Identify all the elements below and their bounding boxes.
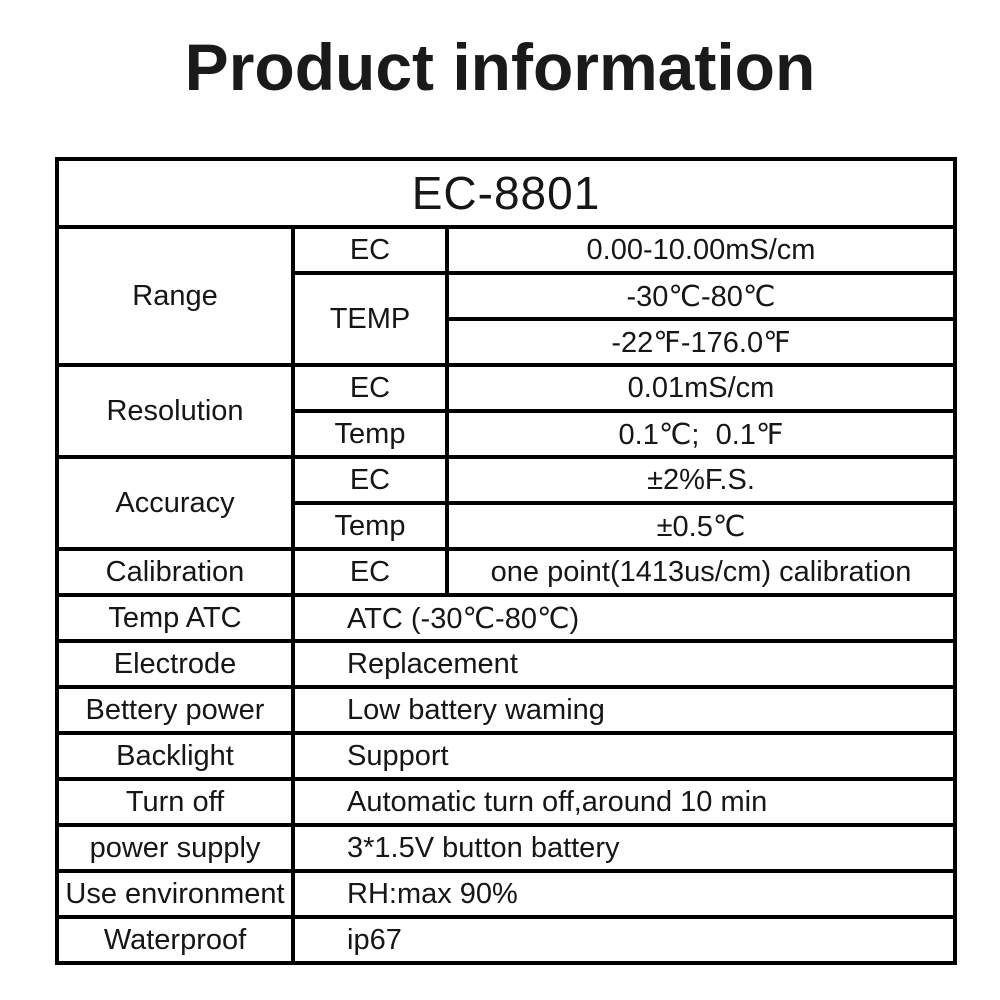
spec-value-turn-off: Automatic turn off,around 10 min <box>293 779 955 825</box>
spec-category-calibration: Calibration <box>57 549 293 595</box>
spec-value-range-ec: 0.00-10.00mS/cm <box>447 227 955 273</box>
spec-value-range-temp-celsius: -30℃-80℃ <box>447 273 955 319</box>
table-row-waterproof <box>57 917 955 963</box>
spec-value-resolution-temp: 0.1℃; 0.1℉ <box>447 411 955 457</box>
spec-value-range-temp-fahrenheit: -22℉-176.0℉ <box>447 319 955 365</box>
spec-category-accuracy: Accuracy <box>57 457 293 549</box>
table-row-calibration <box>57 549 955 595</box>
product-spec-table <box>55 157 957 965</box>
spec-category-power-supply: power supply <box>57 825 293 871</box>
table-row-battery-power <box>57 687 955 733</box>
spec-value-power-supply: 3*1.5V button battery <box>293 825 955 871</box>
spec-value-accuracy-ec: ±2%F.S. <box>447 457 955 503</box>
table-row-use-environment <box>57 871 955 917</box>
table-row-accuracy-ec <box>57 457 955 503</box>
spec-param-resolution-temp: Temp <box>293 411 447 457</box>
table-row-resolution-ec <box>57 365 955 411</box>
table-row-model <box>57 159 955 227</box>
spec-param-accuracy-ec: EC <box>293 457 447 503</box>
spec-param-range-temp: TEMP <box>293 273 447 365</box>
spec-value-backlight: Support <box>293 733 955 779</box>
model-name: EC-8801 <box>57 159 955 227</box>
spec-value-resolution-ec: 0.01mS/cm <box>447 365 955 411</box>
table-row-electrode <box>57 641 955 687</box>
table-row-backlight <box>57 733 955 779</box>
spec-category-battery-power: Bettery power <box>57 687 293 733</box>
spec-category-turn-off: Turn off <box>57 779 293 825</box>
spec-param-resolution-ec: EC <box>293 365 447 411</box>
spec-category-resolution: Resolution <box>57 365 293 457</box>
spec-category-use-environment: Use environment <box>57 871 293 917</box>
spec-value-waterproof: ip67 <box>293 917 955 963</box>
spec-value-calibration: one point(1413us/cm) calibration <box>447 549 955 595</box>
page-title: Product information <box>184 30 816 104</box>
spec-category-temp-atc: Temp ATC <box>57 595 293 641</box>
spec-category-waterproof: Waterproof <box>57 917 293 963</box>
spec-category-range: Range <box>57 227 293 365</box>
spec-value-temp-atc: ATC (-30℃-80℃) <box>293 595 955 641</box>
table-row-temp-atc <box>57 595 955 641</box>
table-row-power-supply <box>57 825 955 871</box>
spec-value-electrode: Replacement <box>293 641 955 687</box>
spec-param-accuracy-temp: Temp <box>293 503 447 549</box>
spec-param-calibration-ec: EC <box>293 549 447 595</box>
spec-value-battery-power: Low battery waming <box>293 687 955 733</box>
table-row-turn-off <box>57 779 955 825</box>
spec-category-backlight: Backlight <box>57 733 293 779</box>
spec-value-accuracy-temp: ±0.5℃ <box>447 503 955 549</box>
table-row-range-ec <box>57 227 955 273</box>
spec-param-range-ec: EC <box>293 227 447 273</box>
spec-value-use-environment: RH:max 90% <box>293 871 955 917</box>
spec-category-electrode: Electrode <box>57 641 293 687</box>
